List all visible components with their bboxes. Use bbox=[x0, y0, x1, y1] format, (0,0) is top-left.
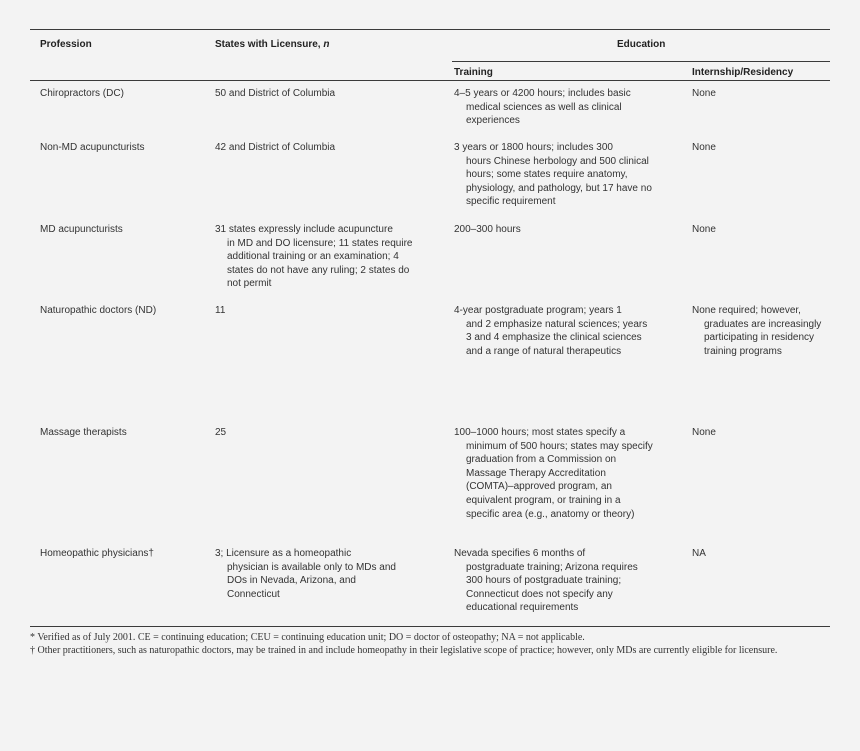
row-states: 11 bbox=[215, 305, 226, 316]
row-internship: None bbox=[692, 142, 716, 153]
row-internship: NA bbox=[692, 548, 706, 559]
row-internship: None bbox=[692, 224, 716, 235]
header-internship: Internship/Residency bbox=[692, 67, 794, 78]
education-sub-rule bbox=[452, 61, 830, 62]
header-profession: Profession bbox=[40, 39, 92, 50]
footnote-homeopathy: † Other practitioners, such as naturopathic doctors, may be trained in and include homeopathy in their legislative scope of practice; however, only MDs are currently eligible for licensure. bbox=[30, 645, 778, 656]
row-states: 31 states expressly include acupuncture in MD and DO licensure; 11 states require additional training or an examination; 4 states do not have any ruling; 2 states do not permit bbox=[215, 224, 413, 290]
row-states: 25 bbox=[215, 427, 227, 438]
row-states: 42 and District of Columbia bbox=[215, 142, 336, 153]
row-profession: Homeopathic physicians† bbox=[40, 548, 154, 559]
header-states bbox=[215, 39, 329, 50]
header-states-n: n bbox=[323, 39, 330, 50]
table-bottom-rule bbox=[30, 626, 830, 627]
row-training: Nevada specifies 6 months of postgraduate training; Arizona requires 300 hours of postgraduate training; Connecticut does not specify any educational requirements bbox=[454, 548, 638, 614]
row-training: 4–5 years or 4200 hours; includes basic medical sciences as well as clinical experiences bbox=[454, 88, 631, 127]
row-internship: None bbox=[692, 427, 716, 438]
row-states: 3; Licensure as a homeopathic physician is available only to MDs and DOs in Nevada, Arizona, and Connecticut bbox=[215, 548, 396, 600]
header-states-label: States with Licensure, bbox=[215, 39, 321, 50]
footnote-verified: * Verified as of July 2001. CE = continuing education; CEU = continuing education unit; DO = doctor of osteopathy; NA = not applicable. bbox=[30, 632, 585, 643]
row-training: 4-year postgraduate program; years 1 and 2 emphasize natural sciences; years 3 and 4 emphasize the clinical sciences and a range of natural therapeutics bbox=[454, 305, 648, 357]
row-profession: Non-MD acupuncturists bbox=[40, 142, 145, 153]
header-bottom-rule bbox=[30, 80, 830, 81]
table-top-rule bbox=[30, 29, 830, 30]
row-training: 3 years or 1800 hours; includes 300 hours Chinese herbology and 500 clinical hours; some states require anatomy, physiology, and pathology, but 17 have no specific requirement bbox=[454, 142, 652, 208]
row-profession: MD acupuncturists bbox=[40, 224, 123, 235]
row-profession: Chiropractors (DC) bbox=[40, 88, 124, 99]
header-education: Education bbox=[617, 39, 666, 50]
row-training: 100–1000 hours; most states specify a minimum of 500 hours; states may specify graduation from a Commission on Massage Therapy Accreditation (COMTA)–approved program, an equivalent program, or training in a specific area (e.g., anatomy or theory) bbox=[454, 427, 653, 520]
row-internship: None required; however, graduates are increasingly participating in residency training programs bbox=[692, 305, 822, 357]
row-states: 50 and District of Columbia bbox=[215, 88, 336, 99]
row-internship: None bbox=[692, 88, 716, 99]
row-training: 200–300 hours bbox=[454, 224, 521, 235]
row-profession: Massage therapists bbox=[40, 427, 127, 438]
row-profession: Naturopathic doctors (ND) bbox=[40, 305, 157, 316]
header-training: Training bbox=[454, 67, 493, 78]
